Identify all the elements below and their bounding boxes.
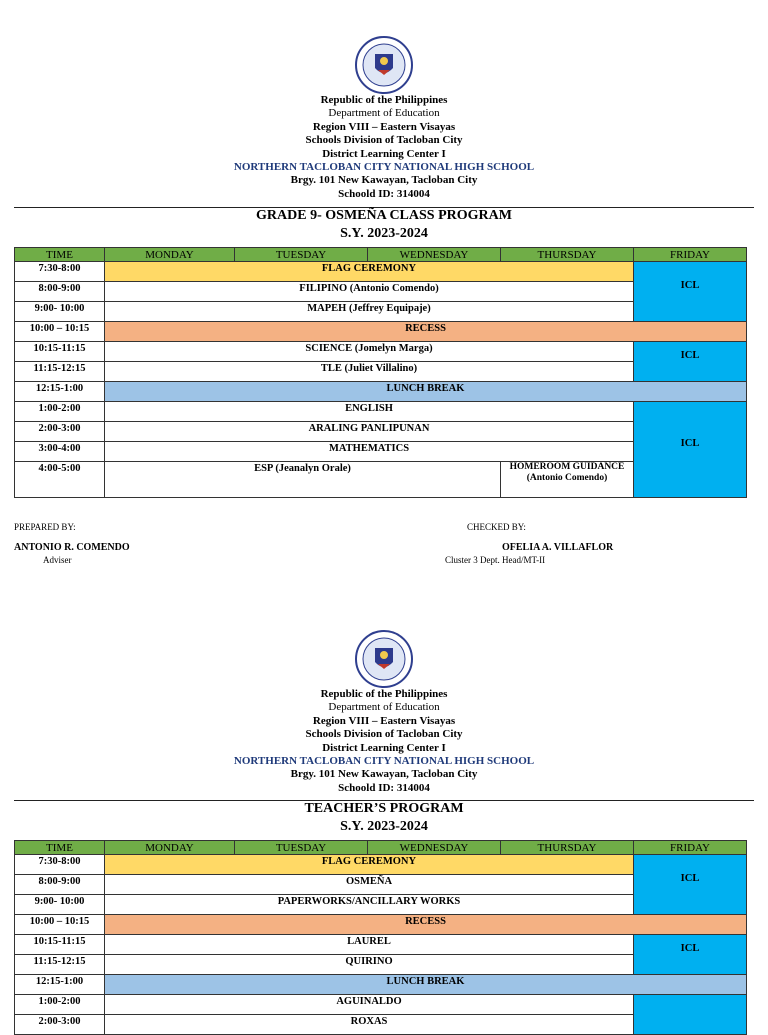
region-text: Region VIII – Eastern Visayas — [312, 120, 456, 133]
table-row — [15, 262, 747, 282]
subject-cell: SCIENCE (Jomelyn Marga) — [105, 342, 634, 362]
school-id-text: Schoold ID: 314004 — [338, 781, 430, 794]
col-time: TIME — [15, 841, 105, 855]
subject-cell: ARALING PANLIPUNAN — [105, 422, 634, 442]
subject-cell: RECESS — [105, 915, 747, 935]
time-cell: 8:00-9:00 — [15, 282, 105, 302]
prepared-by-role: Adviser — [43, 555, 72, 565]
division-text: Schools Division of Tacloban City — [305, 134, 463, 147]
subject-cell: FILIPINO (Antonio Comendo) — [105, 282, 634, 302]
time-cell: 2:00-3:00 — [15, 422, 105, 442]
school-id-text: Schoold ID: 314004 — [338, 187, 430, 200]
subject-cell: MAPEH (Jeffrey Equipaje) — [105, 302, 634, 322]
col-time: TIME — [15, 248, 105, 262]
time-cell: 12:15-1:00 — [15, 382, 105, 402]
time-cell: 9:00- 10:00 — [15, 302, 105, 322]
address-text: Brgy. 101 New Kawayan, Tacloban City — [290, 174, 478, 187]
teacher-program-sy: S.Y. 2023-2024 — [340, 819, 428, 834]
subject-cell: ROXAS — [105, 1015, 634, 1035]
region-text: Region VIII – Eastern Visayas — [312, 714, 456, 727]
time-cell: 10:00 – 10:15 — [15, 322, 105, 342]
time-cell: 3:00-4:00 — [15, 442, 105, 462]
subject-cell: ENGLISH — [105, 402, 634, 422]
friday-icl-cell: ICL — [634, 342, 747, 382]
subject-cell: RECESS — [105, 322, 747, 342]
school-name: NORTHERN TACLOBAN CITY NATIONAL HIGH SCHOOL — [233, 161, 535, 174]
checked-by-role: Cluster 3 Dept. Head/MT-II — [445, 555, 546, 565]
col-tuesday: TUESDAY — [235, 248, 368, 262]
republic-text: Republic of the Philippines — [320, 94, 448, 106]
subject-cell: LUNCH BREAK — [105, 975, 747, 995]
checked-by-name: OFELIA A. VILLAFLOR — [502, 542, 614, 553]
time-cell: 10:00 – 10:15 — [15, 915, 105, 935]
district-text: District Learning Center I — [322, 741, 446, 754]
department-text: Department of Education — [328, 701, 440, 714]
time-cell: 10:15-11:15 — [15, 935, 105, 955]
table-row — [15, 915, 747, 935]
table-row — [15, 342, 747, 362]
class-program-title: GRADE 9- OSMEÑA CLASS PROGRAM — [256, 208, 512, 223]
table-header-row — [15, 841, 747, 855]
friday-icl-cell: ICL — [634, 402, 747, 498]
table-header-row — [15, 248, 747, 262]
deped-seal-icon — [355, 630, 413, 688]
col-thursday: THURSDAY — [501, 248, 634, 262]
subject-cell: FLAG CEREMONY — [105, 855, 634, 875]
table-row — [15, 855, 747, 875]
col-friday: FRIDAY — [634, 841, 747, 855]
time-cell: 8:00-9:00 — [15, 875, 105, 895]
prepared-by-name: ANTONIO R. COMENDO — [14, 542, 130, 553]
time-cell: 11:15-12:15 — [15, 955, 105, 975]
table-row — [15, 382, 747, 402]
subject-cell: QUIRINO — [105, 955, 634, 975]
time-cell: 12:15-1:00 — [15, 975, 105, 995]
teacher-program-title: TEACHER’S PROGRAM — [304, 801, 464, 816]
class-schedule-table — [14, 247, 747, 498]
col-wednesday: WEDNESDAY — [368, 248, 501, 262]
time-cell: 7:30-8:00 — [15, 855, 105, 875]
department-text: Department of Education — [328, 107, 440, 120]
class-program-sy: S.Y. 2023-2024 — [340, 226, 428, 241]
time-cell: 10:15-11:15 — [15, 342, 105, 362]
col-monday: MONDAY — [105, 248, 235, 262]
subject-cell: LAUREL — [105, 935, 634, 955]
subject-cell: MATHEMATICS — [105, 442, 634, 462]
homeroom-cell: HOMEROOM GUIDANCE (Antonio Comendo) — [501, 462, 634, 498]
subject-cell: ESP (Jeanalyn Orale) — [105, 462, 501, 498]
time-cell: 11:15-12:15 — [15, 362, 105, 382]
address-text: Brgy. 101 New Kawayan, Tacloban City — [290, 768, 478, 781]
subject-cell: LUNCH BREAK — [105, 382, 747, 402]
subject-cell: AGUINALDO — [105, 995, 634, 1015]
col-thursday: THURSDAY — [501, 841, 634, 855]
time-cell: 2:00-3:00 — [15, 1015, 105, 1035]
col-tuesday: TUESDAY — [235, 841, 368, 855]
time-cell: 7:30-8:00 — [15, 262, 105, 282]
subject-cell: FLAG CEREMONY — [105, 262, 634, 282]
table-row — [15, 995, 747, 1015]
time-cell: 1:00-2:00 — [15, 995, 105, 1015]
col-wednesday: WEDNESDAY — [368, 841, 501, 855]
friday-icl-cell: ICL — [634, 262, 747, 322]
deped-seal-icon — [355, 36, 413, 94]
checked-by-label: CHECKED BY: — [467, 522, 526, 532]
friday-icl-cell: ICL — [634, 855, 747, 915]
subject-cell: OSMEÑA — [105, 875, 634, 895]
time-cell: 1:00-2:00 — [15, 402, 105, 422]
col-friday: FRIDAY — [634, 248, 747, 262]
friday-icl-cell — [634, 995, 747, 1035]
friday-icl-cell: ICL — [634, 935, 747, 975]
school-name: NORTHERN TACLOBAN CITY NATIONAL HIGH SCHOOL — [233, 755, 535, 768]
table-row — [15, 322, 747, 342]
district-text: District Learning Center I — [322, 147, 446, 160]
letterhead — [0, 688, 768, 795]
republic-text: Republic of the Philippines — [320, 688, 448, 700]
subject-cell: TLE (Juliet Villalino) — [105, 362, 634, 382]
col-monday: MONDAY — [105, 841, 235, 855]
time-cell: 9:00- 10:00 — [15, 895, 105, 915]
division-text: Schools Division of Tacloban City — [305, 728, 463, 741]
table-row — [15, 975, 747, 995]
time-cell: 4:00-5:00 — [15, 462, 105, 498]
teacher-schedule-table — [14, 840, 747, 1035]
table-row — [15, 935, 747, 955]
table-row — [15, 402, 747, 422]
prepared-by-label: PREPARED BY: — [14, 522, 76, 532]
subject-cell: PAPERWORKS/ANCILLARY WORKS — [105, 895, 634, 915]
letterhead — [0, 94, 768, 201]
